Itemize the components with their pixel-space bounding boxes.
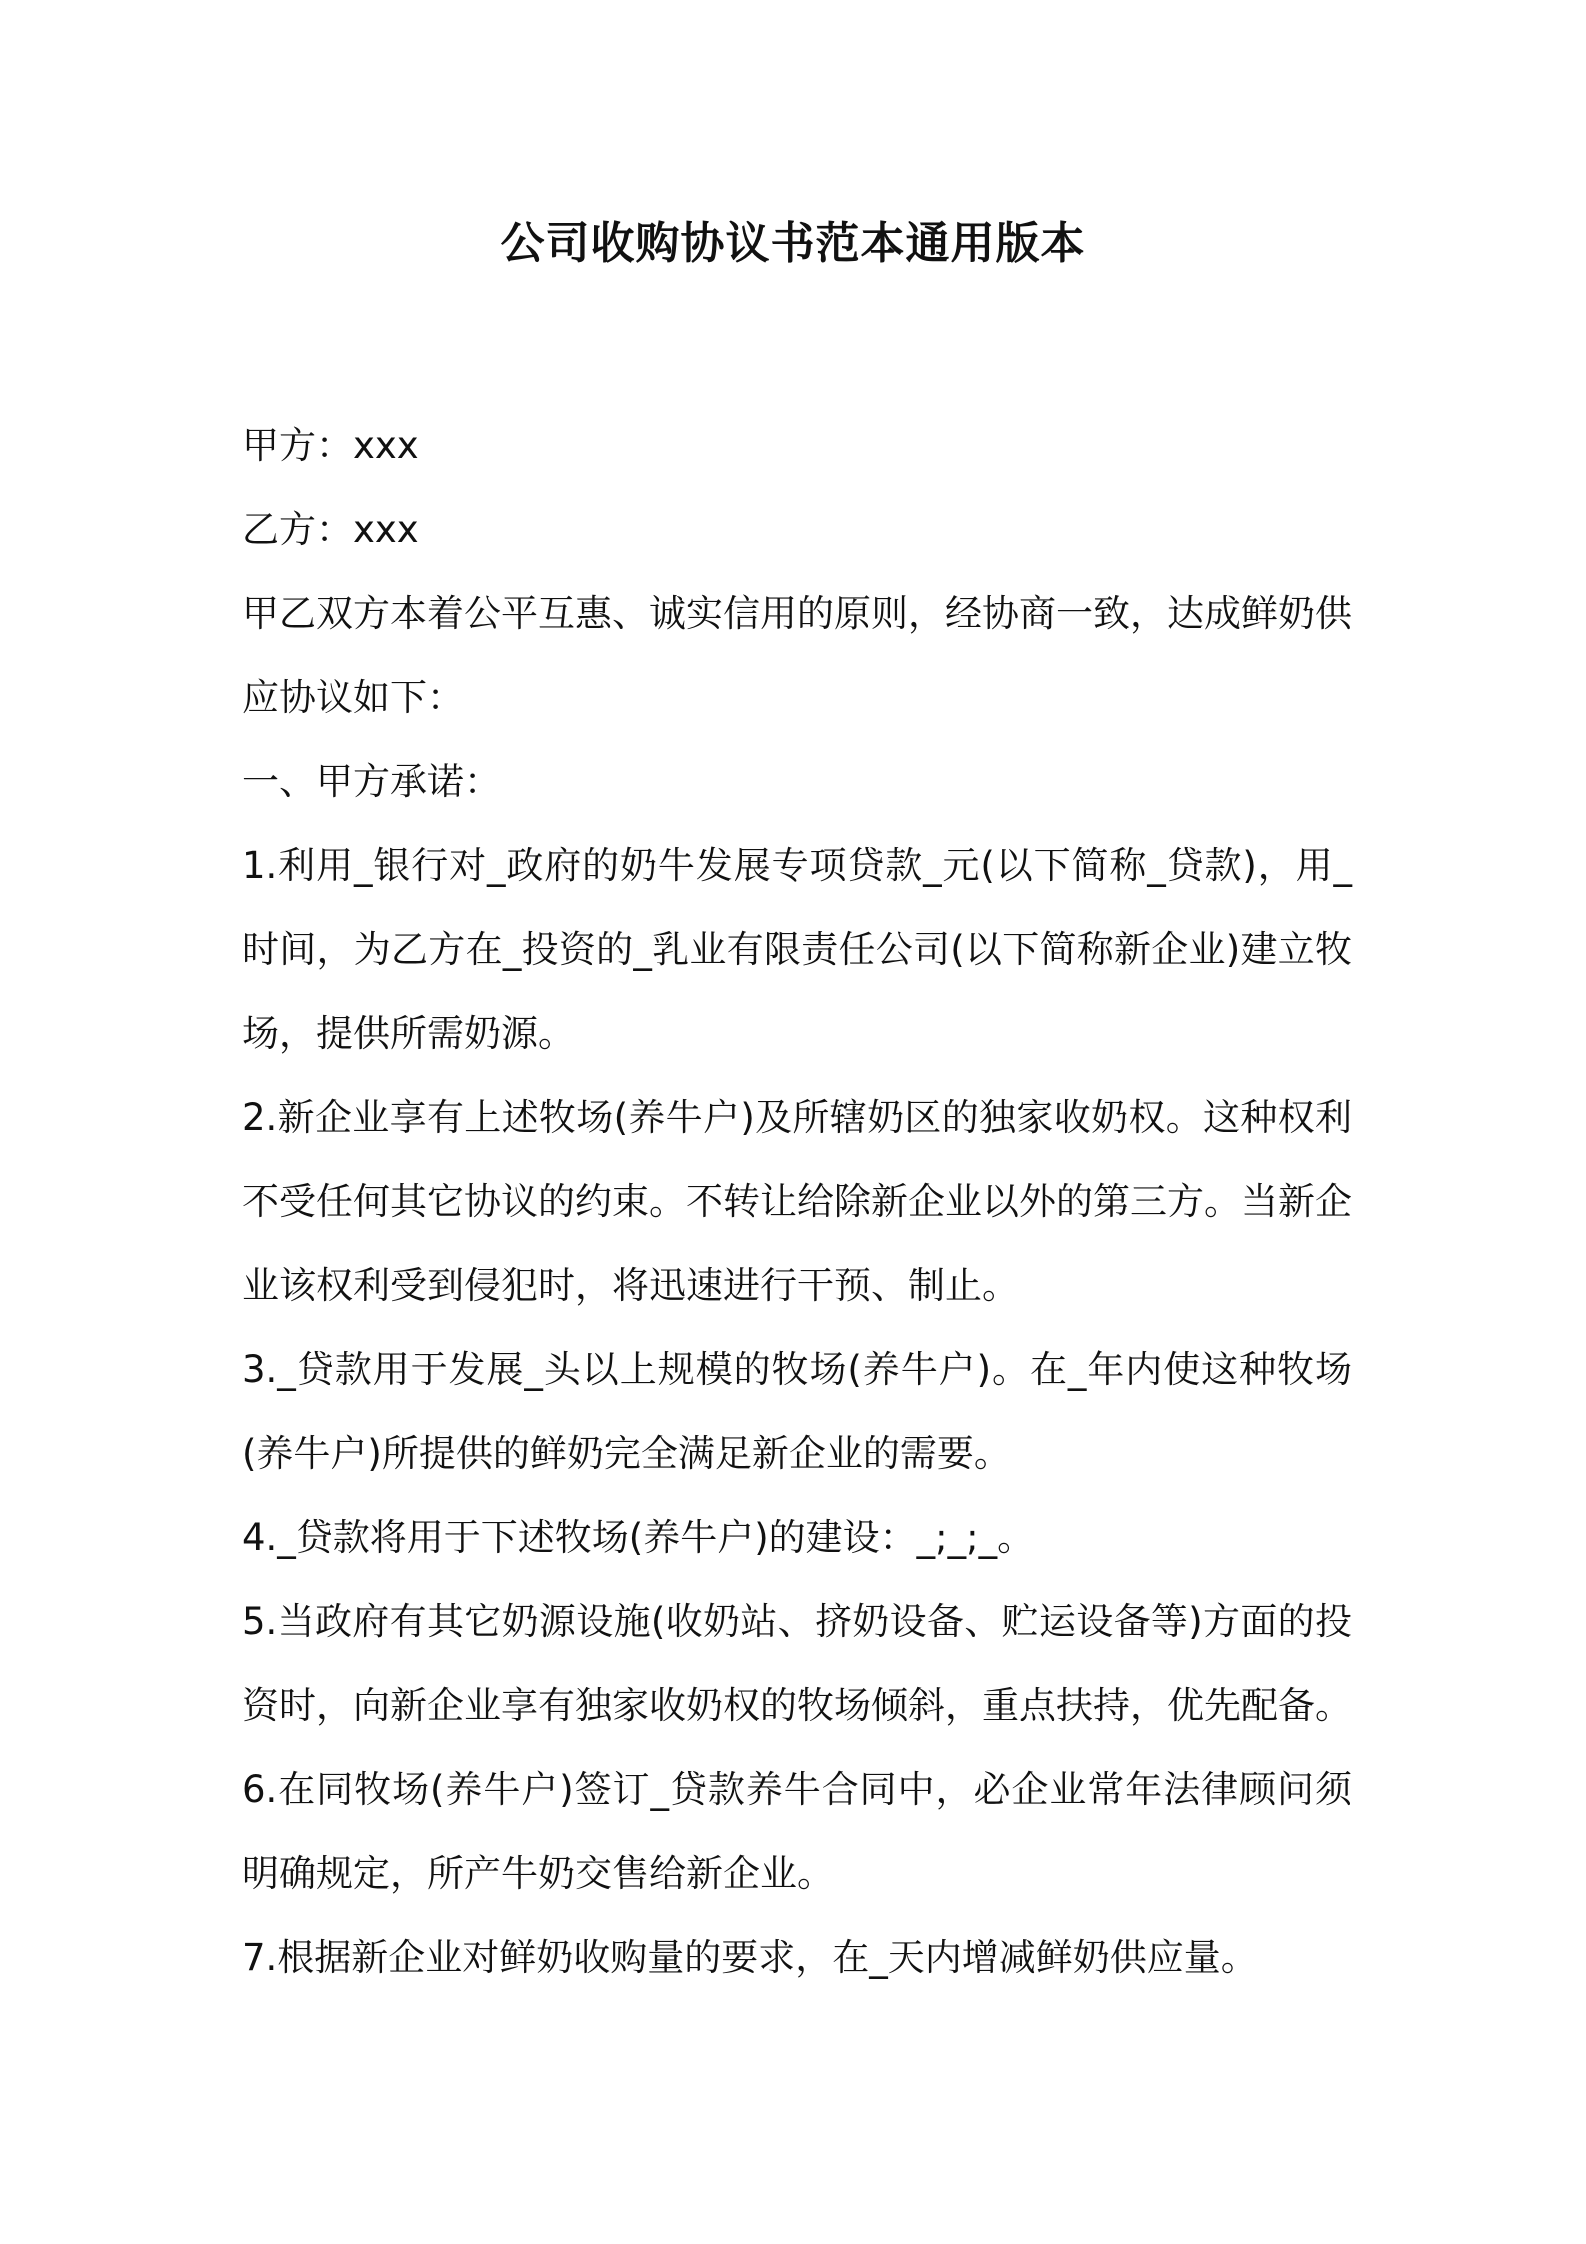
clause-1: 1.利用_银行对_政府的奶牛发展专项贷款_元(以下简称_贷款)，用_时间，为乙方在_投资的_乳业有限责任公司(以下简称新企业)建立牧场，提供所需奶源。 [242,844,1352,1055]
party-a-line: 甲方：xxx [242,424,419,467]
document-title: 公司收购协议书范本通用版本 [500,218,1086,269]
clause-6: 6.在同牧场(养牛户)签订_贷款养牛合同中，必企业常年法律顾问须明确规定，所产牛奶交售给新企业。 [242,1768,1352,1895]
party-b-line: 乙方：xxx [242,508,419,551]
clause-4: 4._贷款将用于下述牧场(养牛户)的建设：_;_;_。 [242,1516,1035,1559]
document-body [242,404,1352,2000]
intro-paragraph: 甲乙双方本着公平互惠、诚实信用的原则，经协商一致，达成鲜奶供应协议如下： [242,592,1352,719]
clause-3: 3._贷款用于发展_头以上规模的牧场(养牛户)。在_年内使这种牧场(养牛户)所提供的鲜奶完全满足新企业的需要。 [242,1348,1352,1475]
clause-7: 7.根据新企业对鲜奶收购量的要求，在_天内增减鲜奶供应量。 [242,1936,1258,1979]
clause-2: 2.新企业享有上述牧场(养牛户)及所辖奶区的独家收奶权。这种权利不受任何其它协议的约束。不转让给除新企业以外的第三方。当新企业该权利受到侵犯时，将迅速进行干预、制止。 [242,1096,1352,1307]
clause-5: 5.当政府有其它奶源设施(收奶站、挤奶设备、贮运设备等)方面的投资时，向新企业享有独家收奶权的牧场倾斜，重点扶持，优先配备。 [242,1600,1352,1727]
section-heading: 一、甲方承诺： [242,760,501,803]
